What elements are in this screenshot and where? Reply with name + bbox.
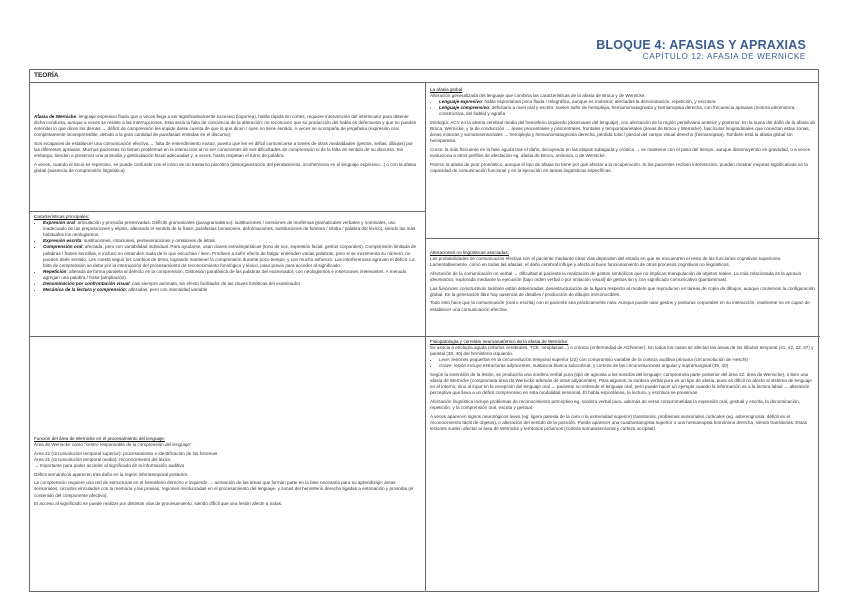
linguistic-paragraph: Afectación lingüística incluye problemas de reconocimiento perceptivo eg. sordera verbal pura, además de verse comprometidas la expresión oral, gestual y escrita, la denominación, repetición, y la comprensión oral, escrita y gestual. [430,398,800,410]
prognosis-paragraph: Parece la afasia de peor pronóstico, aunque el tipo de afasia no tiene por qué afectar a la recuperación. Si los pacientes reciben intervención, pueden mostrar mejoras significativas en la capacidad de comunicación funcional y en la ejecución en tareas lingüísticas específicas. [430,161,808,173]
non-linguistic-cell [430,250,816,335]
characteristics-cell [34,214,420,334]
list-item: • Lenguaje comprensivo: deficitario a nivel oral y escrito; suelen sufrir de hemiplejia, hemianomatognosia y hemianopsia derecha, con frecuencia apraxias (motora ideomotora, constructiva, del habla) y agrafia [439,105,816,117]
list-item: • Lenguaje expresivo: habla espontánea poco fluida / telegráfica, aunque es mutismo; afectadas la denominación, repetición, y escritura [439,99,816,105]
communication-paragraph: Son incapaces de establecer una comunicación efectiva → falta de entendimiento mutuo, puesto que les es difícil comunicarse a través de otras modalidades (gestos, señas, dibujos) por las diferentes apraxias. Muchos pacientes no tienen problemas en la interacción al no ser conscientes de sus dificultades de comprensión ni de la falta de sentido de su discurso. Sin embargo, tienden a preservar una prosodia y gesticulación facial adecuadas y, a veces, hasta respetan el turno de palabra. [34,140,413,159]
semantic-paragraph: Déficit semánticos aparecen tras daño en la región inferotemporal posterior. [34,471,189,477]
nonverbal-paragraph: Afectación de la comunicación no verbal → dificultad al paciente la realización de gestos simbólicos que no implican manipulación de objetos reales. La más relacionada es la apraxia ideomotora, explorada mediante la ejecución (bajo orden verbal o por imitación visual) de gestos sin y con significado comunicativo (pantomimas). [430,270,802,282]
severity-list [430,357,816,369]
theory-table [29,69,819,592]
list-item: • Expresión oral: articulación y prosodia preservadas. Déficits gramaticales (paragramatismo): sustituciones / omisiones de morfemas gramaticales verbales y nominales, uso inadecuado de las preposiciones y elipsis, alterando el sentido de la frase; parafasias (omisiones, deformaciones, sustituciones de fonema / sílaba / palabra del léxico), siendo las más habituales los neologismos. [43,220,420,238]
definition-paragraph: Afasia de Wernicke: lenguaje expresivo fluido que a veces llega a ser significativamente excesivo (logorrea), habla rápida sin cortes, requiere intervención del interlocutor para detener dicha conducta, aunque a veces se resiste a las interrupciones. Esta sería la falta de conciencia de la alteración: no reconocen que su producción del habla es defectuosa y que no pueden entender lo que dicen los demás → déficit de comprensión les impide darse cuenta de que lo que dicen / oyen no tiene sentido. A veces se acompaña de jergafasia (expresión oral completamente incomprensible, debido a la gran cantidad de parafasias emitidas en el discurso). [34,114,417,138]
section-heading: Función del área de Wernicke en el procesamiento del lenguaje: [34,436,165,441]
onset-paragraph: A veces, cuando el inicio es repentino, se puede confundir con el inicio de un trastorno psicótico (desorganización del pensamiento, incoherencia en el lenguaje expresivo...) o con la afasia global (ausencia de comprensión lingüística). [34,161,417,173]
afasia-wernicke-definition-cell [34,114,420,209]
list-item: • Repetición: alterada de forma paralela al defecto en la comprensión. Distorsión parafásica de las palabras del examinador, con neologismos e inserciones irrelevantes. A menudo agregan una palabra / frase (ampliación). [43,269,420,281]
wernicke-function-cell [34,436,420,586]
list-item: • Denominación por confrontación visual: casi siempre anómala, sin efecto facilitador de las claves fonéticas del examinador [43,281,420,287]
chapter-block-title: BLOQUE 4: AFASIAS Y APRAXIAS [596,38,806,52]
column-divider [425,83,426,591]
constructive-paragraph: Las funciones constructivas también están deterioradas: desestructuración de la figura respecto al modelo que reproducen en tareas de copia de dibujos, aunque conservan la configuración global. En la generación libre hay ausencia de detalles / producción de dibujos irreconocibles. [430,285,815,297]
list-item: • Expresión escrita: sustituciones, rotaciones, perseveraciones y omisiones de letras. [43,238,420,244]
area-22-line: Área 22 (circunvolución temporal superior): procesamiento e identificación de los fonemas [34,450,218,456]
list-item: • Comprensión oral: afectada, pero con variabilidad individual. Para ayudarse, usan claves extralingüísticas (tono de voz, expresión facial, gestos corporales). Comprensión limitada de palabras / frases sencillas, e incluso no entienden nada de lo que escuchan / leen. Prodiven a sufrir efecto de fatiga: entienden varias palabras, pero si se incrementa su número, no pueden darle sentido. Les cuesta seguir los cambios de tema, logrando mantener la comprensión durante poco tiempo, y con mucho esfuerzo. Las interferencias agravan el déficit. La falta de comprensión se debe por la interrupción del procesamiento de reconocimiento fonológico y léxico, paso previo para acceder al significado. [43,244,420,268]
row-divider-left-1 [30,211,425,212]
section-heading: Alteraciones no lingüísticas asociadas: [430,250,509,255]
neurological-paragraph: A veces aparecen signos neurológicos leves (eg. ligera paresia de la cara o la extremidad superior) transitorios, problemas sensoriales corticales (eg. astereognosia: déficit en el reconocimiento táctil de objetos), o alteración del sentido de la posición. Puede aparecer una cuadrantanopsia superior o una hemianopsia homónima derecha, siendo transitorias. Estas lesiones suelen afectar al área de Wernicke y territorios próximos (corteza somatosensorial y corteza occipital). [430,413,807,431]
section-heading: Fisiopatología y correlato neuroanatómico de la afasia de Wernicke: [430,339,569,344]
row-divider-right-2 [426,336,820,337]
course-paragraph: Curso: la más frecuente en la fase aguda tras el daño, decayendo en las etapas subaguda y crónica → se mantiene con el paso del tiempo, aunque disminuyendo en gravedad, o a veces evoluciona a otros perfiles de afectación eg. afasia de Broca, anómica, o de Wernicke. [430,146,811,158]
meaning-line: → Importante para poder acceder al significado de la información auditiva [34,462,185,468]
etiology-paragraph: Se asocia a etiología aguda (infartos cerebrales, TCE, neoplasias...) o crónica (enfermedad de Alzheimer). En todos los casos se afectan las áreas de los lóbulos temporal (41, 42, 22, 37) y parietal (39, 40) del hemisferio izquierdo. [430,345,814,357]
row-divider-right-1 [426,238,820,239]
list-item: • Grave: lesión incluye estructuras adyacentes, sustancia blanca subcortical, y corteza de las circunvoluciones angular y supramarginal (39, 40) [439,363,816,369]
list-item: • Mecánica de la lectura y comprensión: alteradas, pero con intensidad variable [43,287,420,293]
list-item: • Leve: lesiones pequeñas en la circunvolución temporal superior (22) con compromiso variable de la corteza auditiva primaria (circunvolución de Heschl) [439,357,816,363]
network-paragraph: La comprensión requiere una red de estructuras en el hemisferio derecho e izquierdo → activación de las áreas que forman parte en la fase necesaria para su aprendizaje: áreas sensoriales, circuitos vinculados con la memoria y las praxias, regiones involucradas en el procesamiento del lenguaje, y zonas del hemisferio derecho ligadas a entonación y prosodia (el contenido del componente afectivo). [34,480,414,498]
characteristics-list [34,220,420,293]
language-list [430,99,816,117]
area-21-line: Área 21 (circunvolución temporal media): reconocimiento del léxico [34,456,171,462]
section-heading: La afasia global [430,87,463,92]
intro-paragraph: Alteración generalizada del lenguaje que combina las características de la afasia de Broca y de Wernicke. [430,93,646,99]
summary-paragraph: Todo esto hace que la comunicación (oral o escrita) con el paciente sea prácticamente nula. Aunque puede usar gestos y posturas corporales en su interacción, realmente no es capaz de establecer una comunicación efectiva. [430,300,810,312]
access-paragraph: El acceso al significado se puede realizar por distintas vías de procesamiento, siendo difícil que una lesión afecte a todas. [34,501,283,507]
physiopathology-cell [430,339,816,591]
extension-paragraph: Según la extensión de la lesión, se produciría una sordera verbal pura (tipo de agnosia a los sonidos del lenguaje; comprometa parte posterior del área 22: área de Wernicke), o bien una afasia de Wernicke (comprometa área de Wernicke además de otras adyacentes). Para algunos, la sordera verbal pura es un tipo de afasia, pues es difícil no afecta al sistema de lenguaje en el interno; sino al input en la recepción del lenguaje oral → paciente no entiende el lenguaje oral, pero puede hacer un ejemplo cuando la información es a la lectura labial → alteración perceptiva que lleva a un déficit comprensivo en esta modalidad sensorial. El habla espontánea, la lectura, y escritura se preservan. [430,371,812,396]
table-heading: TEORÍA [30,70,818,83]
etiology-paragraph: Etiología: ACV en la arteria cerebral media del hemisferio izquierdo (dominante del lenguaje), con afectación de la región perisilviana anterior y posterior. En la suma del daño de la afasia de Broca, Wernicke, y la de conducción → áreas precentrales y poscentrales, frontales y temporoparietales (áreas de Broca y Wernicke), fascículos longitudinales que conectan estas zonas, áreas motoras y somatosensoriales → hemiplejía y hemianomatognosia derecha, pérdida total / parcial del campo visual derecho (hemianopsia). También está la afasia global sin hemiparesia. [430,119,816,144]
definition-term: Afasia de Wernicke [34,114,77,119]
section-heading: Características principales: [34,214,90,219]
chapter-subtitle: CAPÍTULO 12: AFASIA DE WERNICKE [642,52,806,61]
communication-paragraph: Las probabilidades de comunicación efectiva con el paciente mediante otras vías dependen del estado en que se encuentren el resto de las funciones cognitivas superiores. Lamentablemente, como en todas las afasias, el daño cerebral influye y afecta al buen funcionamiento de otros procesos cognitivos no lingüísticos. [430,256,782,268]
row-divider-left-2 [30,336,425,337]
definition-line: Área de Wernicke como "centro responsable de la comprensión del lenguaje". [34,442,193,448]
afasia-global-cell [430,87,816,237]
